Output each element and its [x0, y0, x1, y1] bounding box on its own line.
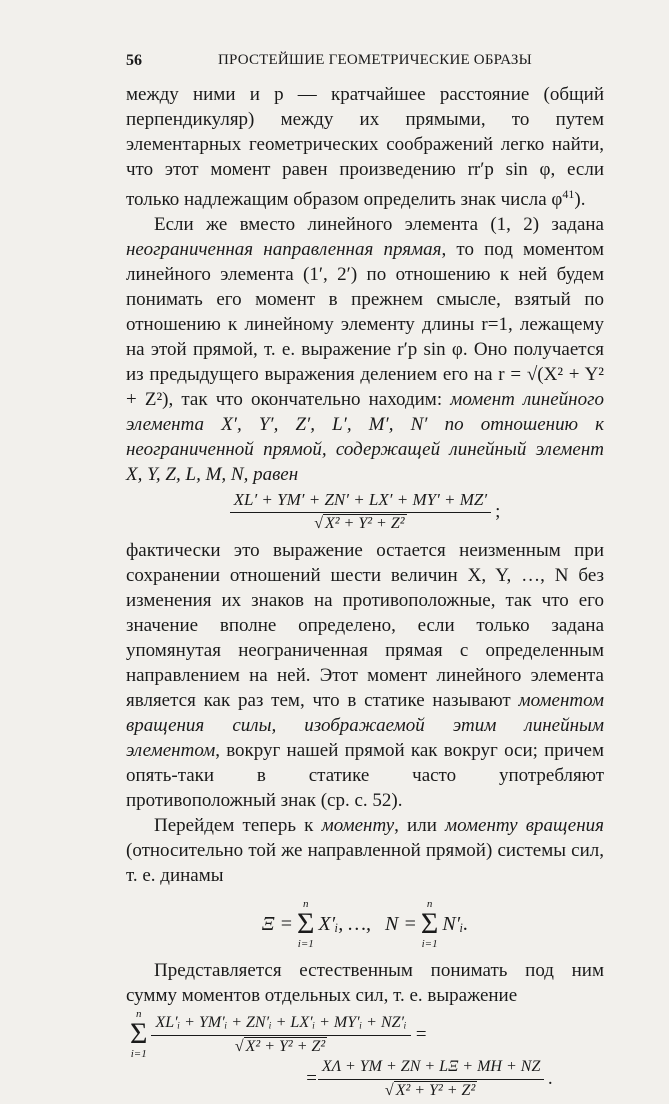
formula-system-row-1 — [126, 1008, 427, 1060]
paragraph-2-italic-d: момент линейного элемента X′, Y′, Z′, L′, M′, N′ по отношению к неограниченной прямой, содержащей линейный элемент X, Y, Z, L, M, N, равен — [126, 389, 604, 485]
page-number: 56 — [126, 52, 142, 69]
sigma-glyph-2: Σ — [420, 907, 439, 940]
sum-lower-2: i=1 — [421, 938, 438, 950]
sum-symbol-2 — [421, 898, 438, 950]
sigma-glyph-1: Σ — [297, 907, 315, 940]
paragraph-5 — [126, 958, 604, 1008]
paragraph-3-text-a: фактически это выражение остается неизменным при сохранении отношений шести величин X, Y, …, N без изменения их знаков на противоположные, так что его значение вполне определено, если только задана упомянутая неограниченная прямая с определенным направлением на ней. Этот момент линейного элемента является как раз тем, что в статике называют — [126, 540, 604, 711]
formula-system-fraction-2 — [318, 1056, 545, 1101]
formula-moment-fraction — [230, 489, 492, 534]
formula-moment-semicolon: ; — [495, 501, 501, 522]
sum-lower-1: i=1 — [297, 938, 314, 950]
formula-moment-radicand: X² + Y² + Z² — [324, 515, 405, 532]
page-body — [126, 82, 604, 1104]
paragraph-4-text-e: (относительно той же направленной прямой) системы сил, т. е. динамы — [126, 840, 604, 886]
sum-upper-1: n — [303, 898, 309, 910]
formula-system-radicand-2: X² + Y² + Z² — [395, 1082, 476, 1099]
formula-sum-term-1: X′ᵢ, …, — [318, 912, 372, 935]
paragraph-1 — [126, 82, 604, 212]
formula-sum-lhs-1: Ξ = — [261, 912, 294, 935]
paragraph-4-italic-b: моменту — [321, 815, 395, 836]
formula-system-numerator-1: XL′ᵢ + YM′ᵢ + ZN′ᵢ + LX′ᵢ + MY′ᵢ + NZ′ᵢ — [151, 1012, 410, 1036]
formula-system-period: . — [548, 1068, 554, 1089]
paragraph-3-text-c: , вокруг нашей прямой как вокруг оси; причем опять-таки в статике часто употребляют противоположный знак (ср. с. 52). — [126, 740, 604, 811]
paragraph-1-text: между ними и p — кратчайшее расстояние (общий перпендикуляр) между их прямыми, то путем элементарных геометрических соображений легко найти, что этот момент равен произведению rr′p sin φ, если только надлежащим образом определить знак числа φ — [126, 84, 604, 210]
paragraph-3-italic-b: моментом вращения силы, изображаемой этим линейным элементом — [126, 690, 604, 761]
paragraph-5-text: Представляется естественным понимать под ним сумму моментов отдельных сил, т. е. выражение — [126, 960, 604, 1006]
sum-upper-3: n — [135, 1008, 142, 1020]
footnote-ref: 41 — [562, 187, 575, 201]
formula-moment-numerator: XL′ + YM′ + ZN′ + LX′ + MY′ + MZ′ — [230, 489, 492, 513]
paragraph-2-text-a: Если же вместо линейного элемента (1, 2) задана — [154, 214, 604, 235]
paragraph-2-text-c: , то под моментом линейного элемента (1′, 2′) по отношению к ней будем понимать его момент в прежнем смысле, взятый по отношению к линейному элементу длины r=1, лежащему на этой прямой, т. е. выражение r′p sin φ. Оно получается из предыдущего выражения делением его на r = √(X² + Y² + Z²), так что окончательно находим: — [126, 239, 605, 410]
formula-system-denominator-1: √ X² + Y² + Z² — [234, 1037, 326, 1055]
formula-sum-term-2: N′ᵢ. — [442, 912, 469, 935]
formula-system-fraction-1 — [151, 1012, 410, 1057]
formula-moment — [126, 489, 604, 534]
formula-system-radicand-1: X² + Y² + Z² — [245, 1037, 326, 1055]
formula-system-numerator-2: XΛ + YM + ZN + LΞ + MH + NZ — [318, 1056, 545, 1080]
formula-system-denominator-2: √ X² + Y² + Z² — [384, 1082, 476, 1099]
sum-symbol-1 — [297, 898, 314, 950]
formula-system-moment — [126, 1008, 604, 1104]
sum-upper-2: n — [426, 898, 433, 910]
paragraph-1-end: ). — [574, 189, 586, 210]
running-title: ПРОСТЕЙШИЕ ГЕОМЕТРИЧЕСКИЕ ОБРАЗЫ — [218, 52, 532, 68]
formula-sum-lhs-2: Ν = — [385, 912, 417, 935]
formula-dyname-sums — [126, 898, 604, 950]
paragraph-3 — [126, 538, 604, 813]
sigma-glyph-3: Σ — [130, 1017, 148, 1050]
paragraph-4-text-a: Перейдем теперь к — [154, 815, 322, 836]
paragraph-2 — [126, 212, 604, 487]
formula-system-row-2 — [301, 1056, 553, 1101]
formula-moment-denominator: √ X² + Y² + Z² — [314, 515, 405, 532]
paragraph-4-italic-d: моменту вращения — [445, 815, 604, 836]
formula-system-equals-1: = — [414, 1023, 428, 1045]
paragraph-2-italic-b: неограниченная направленная прямая — [126, 239, 442, 260]
page-header — [126, 52, 581, 74]
sum-symbol-3 — [130, 1008, 147, 1060]
paragraph-4 — [126, 813, 604, 888]
formula-system-equals-2: = — [305, 1068, 318, 1089]
paragraph-4-text-c: , или — [394, 815, 446, 836]
sum-lower-3: i=1 — [130, 1048, 147, 1060]
